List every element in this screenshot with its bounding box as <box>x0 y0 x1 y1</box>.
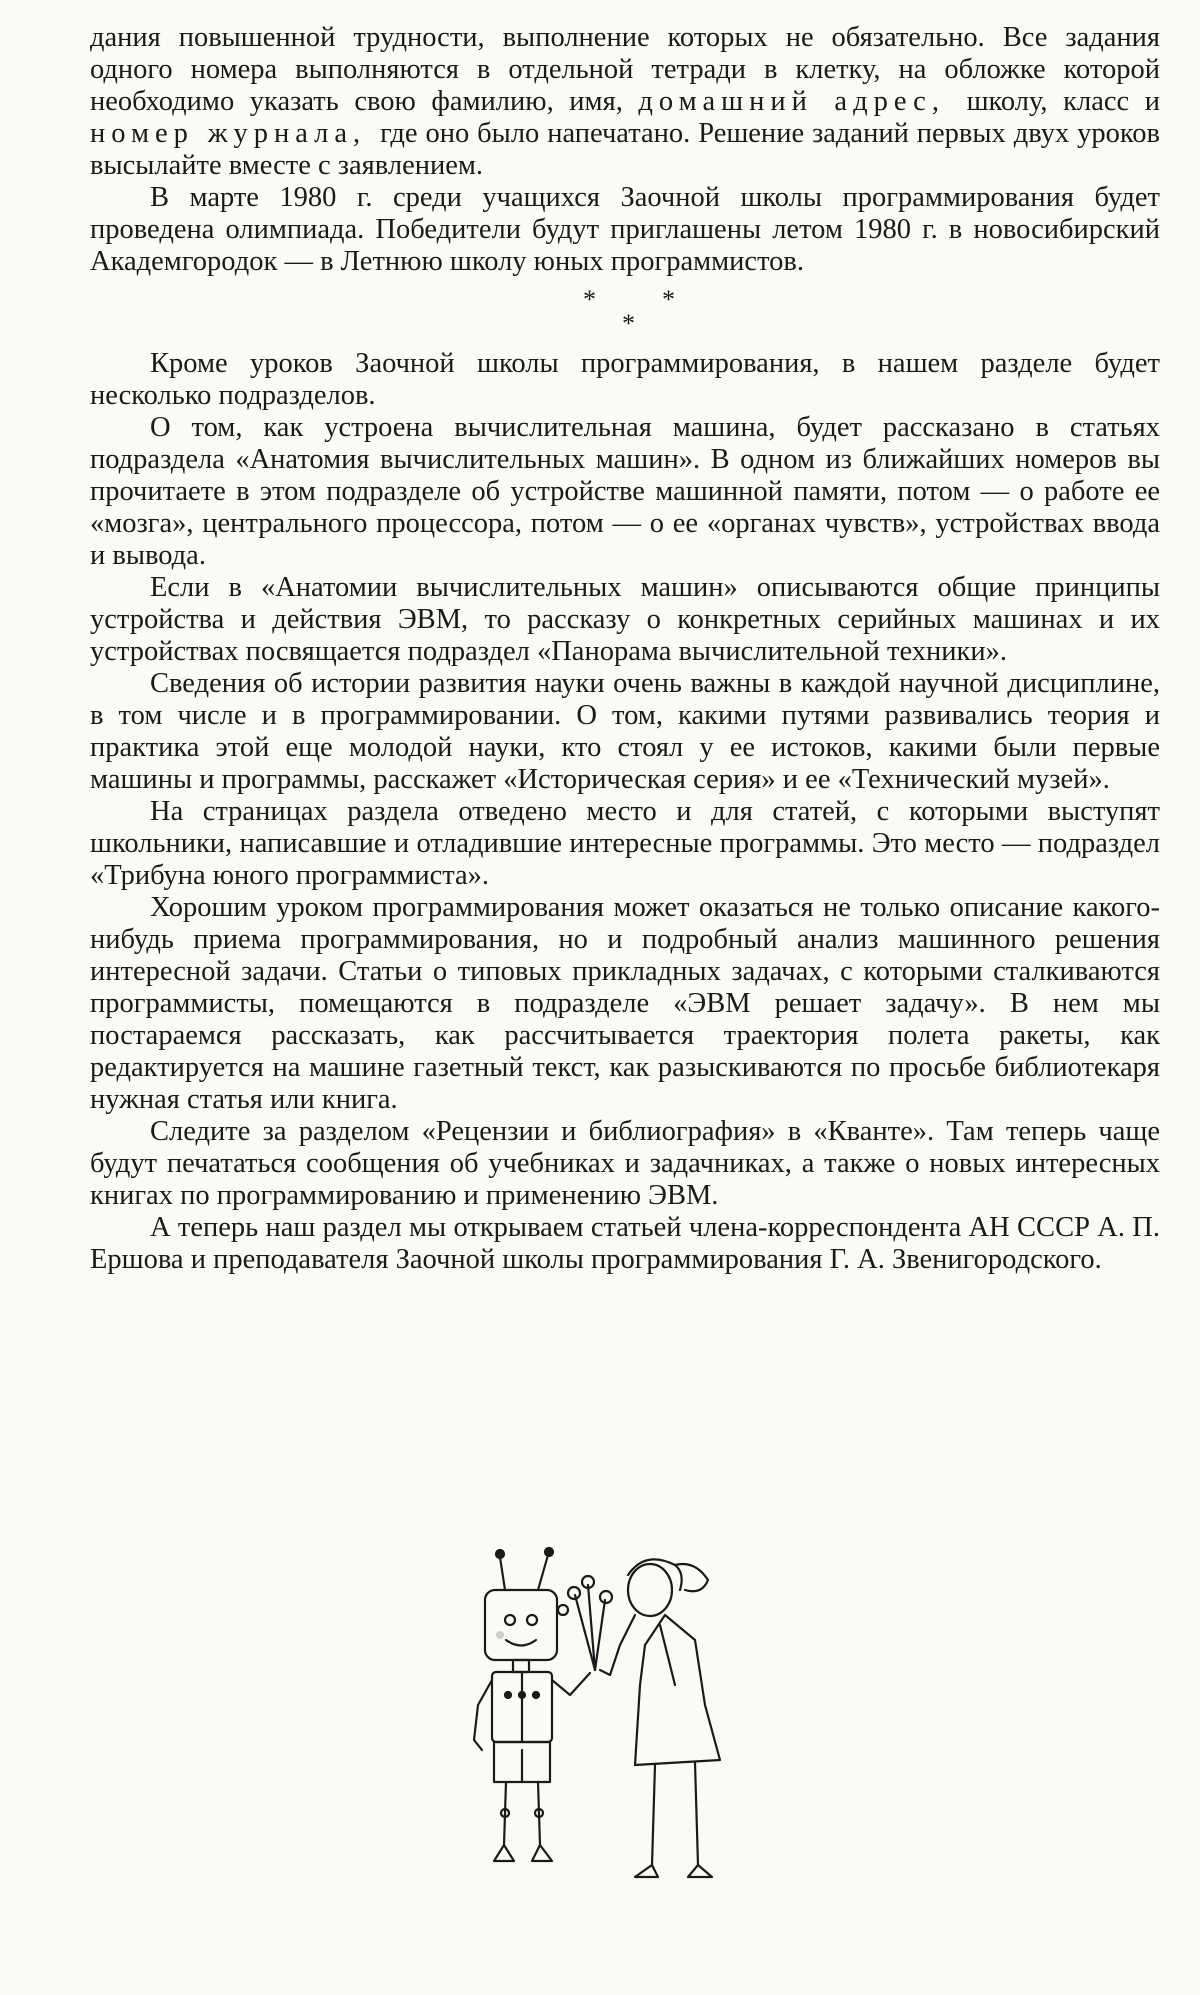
paragraph-assignments <box>90 22 1160 182</box>
paragraph-olympiad: В марте 1980 г. среди учащихся Заочной школы программирования будет проведена олимпиада. Победители будут приглашены летом 1980 г. в новосибирский Академгородок — в Летнюю школу юных программистов. <box>90 182 1160 277</box>
girl-with-flowers <box>558 1559 720 1877</box>
text-line: на обложке которой необходимо указать свою фамилию, имя, <box>90 54 1160 117</box>
text-line: где оно было напечатано. Решение заданий первых двух уроков высылайте вместе с заявлением. <box>90 118 1161 181</box>
article-text <box>90 22 1160 1276</box>
section-separator <box>90 278 1160 348</box>
star: * <box>662 285 675 314</box>
text-line: дания повышенной трудности, выполнение которых не обязательно. <box>90 22 1003 53</box>
paragraph: А теперь наш раздел мы открываем статьей члена-корреспондента АН СССР А. П. Ершова и преподавателя Заочной школы программирования Г. А. Звенигородского. <box>90 1212 1160 1275</box>
paragraph: Кроме уроков Заочной школы программирования, в нашем разделе будет несколько подразделов. <box>90 348 1160 411</box>
star: * <box>622 309 635 338</box>
paragraph: Хорошим уроком программирования может оказаться не только описание какого-нибудь приема программирования, но и подробный анализ машинного решения интересной задачи. Статьи о типовых прикладных задачах, с которыми сталкиваются программисты, помещаются в подразделе «ЭВМ решает задачу». В нем мы постараемся рассказать, как рассчитывается траектория полета ракеты, как редактируется на машине газетный текст, как разыскиваются по просьбе библиотекаря нужная статья или книга. <box>90 892 1160 1115</box>
paragraph: Следите за разделом «Рецензии и библиография» в «Кванте». Там теперь чаще будут печататься сообщения об учебниках и задачниках, а также о новых интересных книгах по программированию и применению ЭВМ. <box>90 1116 1160 1211</box>
text-line: Все задания одного номера выполняются в отдельной тетради в клетку, <box>90 22 1161 85</box>
paragraph: Сведения об истории развития науки очень важны в каждой научной дисциплине, в том числе и в программировании. О том, какими путями развивались теория и практика этой еще молодой науки, кто стоял у ее истоков, какими были первые машины и программы, расскажет «Историческая серия» и ее «Технический музей». <box>90 668 1160 795</box>
text-line: школу, класс и <box>966 86 1161 117</box>
paragraph: Если в «Анатомии вычислительных машин» описываются общие принципы устройства и действия ЭВМ, то рассказу о конкретных серийных машинах и их устройствах посвящается подраздел «Панорама вычислительной техники». <box>90 572 1160 667</box>
emphasized-text: домашний адрес, <box>638 86 967 117</box>
robot-figure <box>474 1548 590 1861</box>
emphasized-text: номер журнала, <box>90 118 381 149</box>
illustration-robot-and-girl <box>470 1545 810 1945</box>
star: * <box>583 285 596 314</box>
paragraph: О том, как устроена вычислительная машина, будет рассказано в статьях подраздела «Анатомия вычислительных машин». В одном из ближайших номеров вы прочитаете в этом подразделе об устройстве машинной памяти, потом — о работе ее «мозга», центрального процессора, потом — о ее «органах чувств», устройствах ввода и вывода. <box>90 412 1160 571</box>
paragraph: На страницах раздела отведено место и для статей, с которыми выступят школьники, написавшие и отладившие интересные программы. Это место — подраздел «Трибуна юного программиста». <box>90 796 1160 891</box>
